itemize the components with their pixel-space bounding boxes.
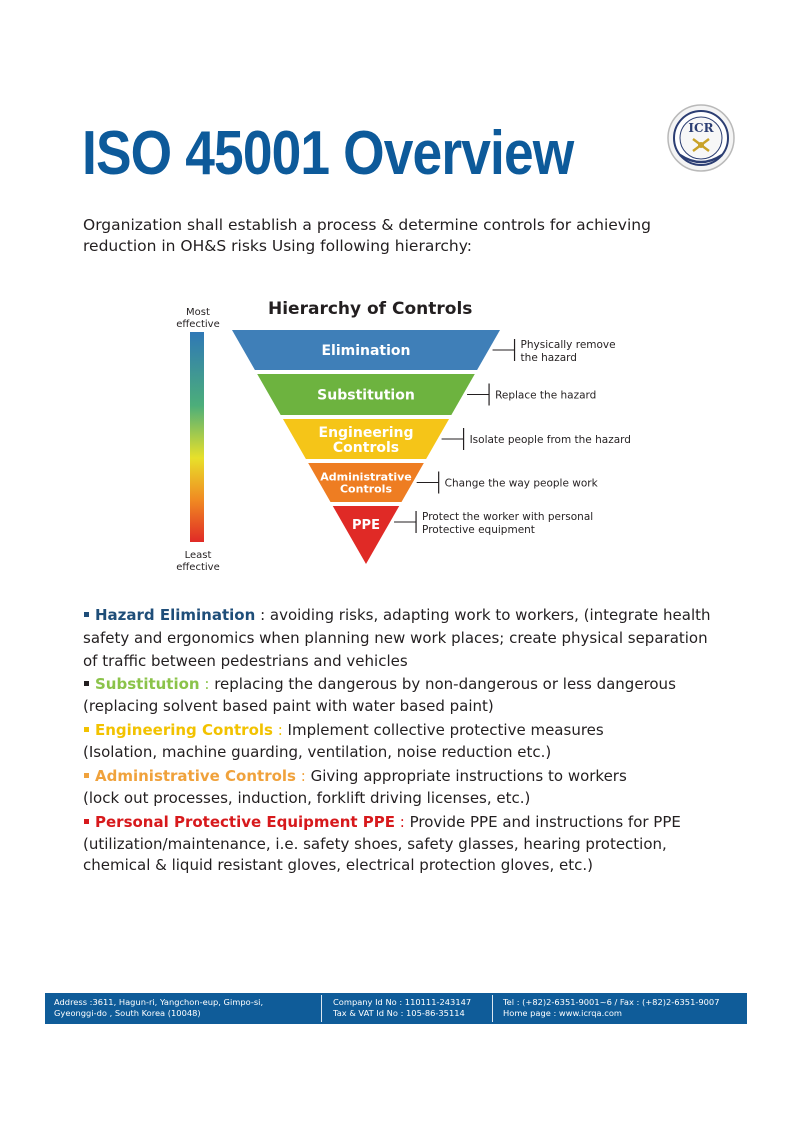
pyramid-level-ppe [333,506,399,564]
bullet-continuation: (replacing solvent based paint with water based paint) [83,697,494,715]
bullet-square-icon [84,819,89,824]
callout-note-engineering-controls: Isolate people from the hazard [469,434,631,446]
least-effective-label-line2: effective [176,562,220,573]
bullet-item-engineering [83,719,723,742]
footer-company-line1: Company Id No : 110111-243147 [333,997,472,1007]
bullet-square-icon [84,727,89,732]
footer-address [54,997,263,1019]
bullet-text: Giving appropriate instructions to workers [310,767,627,785]
bullet-continuation: (utilization/maintenance, i.e. safety shoes, safety glasses, hearing protection, chemical & liquid resistant gloves, electrical protection gloves, etc.) [83,835,667,874]
footer-bar [45,993,747,1024]
callout-note-ppe: Protect the worker with personal [422,511,594,523]
footer-address-line1: Address :3611, Hagun-ri, Yangchon-eup, Gimpo-si, [54,997,264,1007]
callout-note-elimination-line2: the hazard [520,352,577,364]
hierarchy-of-controls-diagram [160,290,660,580]
bullet-label: Administrative Controls [95,767,296,785]
footer-contact [503,997,719,1019]
least-effective-label-line1: Least [184,550,212,561]
effectiveness-gradient-bar [190,332,204,542]
footer-contact-line2: Home page : www.icrqa.com [503,1008,623,1018]
controls-bullet-list [83,604,723,878]
most-effective-label-line1: Most [186,307,210,318]
pyramid-label-elimination: Elimination [321,343,411,359]
pyramid-label-substitution: Substitution [317,387,415,404]
footer-divider [492,995,493,1022]
pyramid-label-administrative-controls: Administrative [320,470,412,484]
certification-seal-icon [666,103,736,173]
pyramid-label-administrative-controls-line2: Controls [339,482,393,496]
footer-contact-line1: Tel : (+82)2-6351-9001~6 / Fax : (+82)2-6351-9007 [503,997,720,1007]
bullet-text: Implement collective protective measures [287,721,604,739]
pyramid-label-engineering-controls: Engineering [318,425,414,441]
diagram-title: Hierarchy of Controls [268,299,473,319]
bullet-item-elimination [83,604,723,673]
pyramid-label-engineering-controls-line2: Controls [332,440,400,456]
bullet-item-ppe [83,811,723,834]
bullet-label: Substitution [95,675,200,693]
bullet-square-icon [84,773,89,778]
intro-paragraph: Organization shall establish a process & determine controls for achieving reduction in OH&S risks Using following hierarchy: [83,216,651,255]
bullet-separator: : [255,606,270,624]
bullet-label: Hazard Elimination [95,606,256,624]
bullet-item-substitution [83,673,723,696]
bullet-text: replacing the dangerous by non-dangerous or less dangerous [214,675,676,693]
most-effective-label-line2: effective [176,319,220,330]
bullet-text: avoiding risks, adapting work to workers, (integrate health safety and ergonomics when planning new work places; create physical separation of traffic between pedestrians and vehicles [83,606,711,670]
callout-note-administrative-controls: Change the way people work [444,477,598,490]
footer-company-line2: Tax & VAT Id No : 105-86-35114 [333,1008,465,1018]
callout-note-substitution: Replace the hazard [495,389,597,402]
footer-divider [321,995,322,1022]
bullet-separator: : [272,721,288,739]
seal-text: ICR [688,121,714,135]
bullet-label: Engineering Controls [95,721,273,739]
footer-company [333,997,471,1019]
bullet-label: Personal Protective Equipment PPE [95,813,396,831]
bullet-square-icon [84,681,89,686]
callout-note-elimination: Physically remove [520,339,616,351]
bullet-square-icon [84,612,89,617]
bullet-separator: : [295,767,311,785]
bullet-separator: : [395,813,410,831]
bullet-continuation: (Isolation, machine guarding, ventilation, noise reduction etc.) [83,743,552,761]
bullet-text: Provide PPE and instructions for PPE [409,813,681,831]
bullet-continuation: (lock out processes, induction, forklift driving licenses, etc.) [83,789,531,807]
page-title: ISO 45001 Overview [82,119,574,188]
bullet-item-administrative [83,765,723,788]
pyramid-label-ppe: PPE [352,518,380,533]
bullet-separator: : [199,675,215,693]
callout-note-ppe-line2: Protective equipment [422,524,535,536]
footer-address-line2: Gyeonggi-do , South Korea (10048) [54,1008,201,1018]
